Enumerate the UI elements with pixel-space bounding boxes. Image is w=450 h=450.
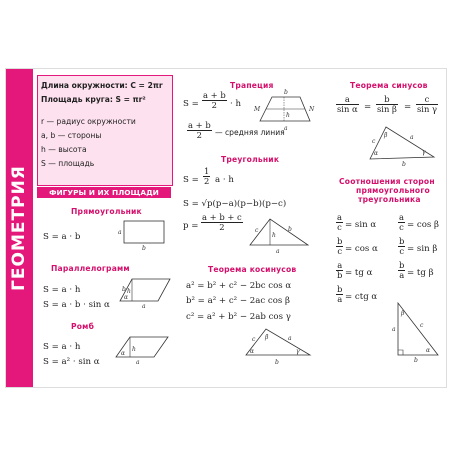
ratio-value: = tg α (345, 268, 373, 278)
sines-b-denominator: sin β (377, 104, 397, 114)
svg-text:α: α (250, 348, 255, 355)
trapezoid-s-prefix: S = (183, 99, 199, 109)
rectangle-figure (118, 219, 168, 252)
semiperimeter-fraction (201, 213, 243, 232)
svg-text:b: b (414, 357, 418, 364)
midline-numerator: a + b (188, 120, 211, 130)
svg-text:b: b (122, 286, 126, 293)
rhombus-formula-1: S = a · h (43, 342, 81, 352)
page-title: ГЕОМЕТРИЯ (9, 165, 29, 291)
midline-denominator: 2 (196, 130, 203, 140)
ratio-value: = sin β (407, 244, 438, 254)
ratio-numerator: a (337, 212, 342, 222)
ratio-fraction (336, 213, 343, 232)
semiperimeter-denominator: 2 (219, 222, 225, 232)
ratio-numerator: b (399, 236, 405, 246)
triangle-half-denominator: 2 (204, 176, 210, 186)
right-triangle-figure (392, 299, 442, 363)
ratio-denominator: c (337, 246, 343, 256)
formula-card (5, 68, 447, 388)
svg-text:h: h (272, 232, 276, 239)
triangle-heading: Треугольник (221, 155, 280, 164)
sines-c-denominator: sin γ (417, 104, 438, 114)
svg-text:c: c (255, 227, 259, 234)
legend-radius: r — радиус окружности (41, 117, 136, 126)
sines-b-numerator: b (376, 95, 398, 105)
legend-height: h — высота (41, 145, 87, 154)
sines-a-numerator: a (336, 95, 359, 105)
ratio-fraction (336, 261, 343, 280)
legend-area: S — площадь (41, 159, 95, 168)
cosines-heading: Теорема косинусов (208, 265, 297, 274)
circumference-formula: Длина окружности: C = 2πr (41, 81, 163, 90)
cosines-figure (242, 325, 314, 367)
parallelogram-formula-1: S = a · h (43, 285, 81, 295)
svg-text:a: a (136, 359, 140, 366)
cosines-formula-3: c² = a² + b² − 2ab cos γ (186, 312, 291, 322)
svg-text:a: a (276, 248, 280, 255)
ratio-numerator: b (399, 260, 405, 270)
ratio-value: = tg β (407, 268, 434, 278)
triangle-s1-prefix: S = (183, 175, 199, 185)
svg-text:γ: γ (422, 149, 426, 156)
heron-formula: S = √p(p−a)(p−b)(p−c) (183, 199, 287, 209)
svg-text:M: M (254, 106, 261, 113)
sines-fraction-b (376, 95, 398, 114)
circle-area-formula: Площадь круга: S = πr² (41, 95, 146, 104)
svg-text:α: α (124, 294, 129, 301)
svg-text:b: b (402, 161, 406, 168)
sines-fraction-c (416, 95, 438, 114)
sines-equals-1: = (364, 102, 372, 112)
sines-fraction-a (336, 95, 359, 114)
ratio-denominator: c (399, 246, 405, 256)
ratio-numerator: b (337, 236, 343, 246)
semiperimeter-numerator: a + b + c (202, 212, 242, 222)
ratio-denominator: a (337, 294, 343, 304)
rhombus-figure (114, 333, 172, 366)
svg-text:α: α (121, 350, 126, 357)
side-band (6, 69, 33, 387)
svg-text:b: b (284, 89, 288, 96)
rhombus-formula-2: S = a² · sin α (43, 357, 100, 367)
svg-text:a: a (288, 335, 292, 342)
svg-text:b: b (142, 245, 146, 252)
rectangle-heading: Прямоугольник (71, 207, 142, 216)
ratio-denominator: c (337, 222, 342, 232)
ratio-numerator: b (337, 284, 343, 294)
trapezoid-f1-denominator: 2 (211, 100, 218, 110)
triangle-half-fraction (203, 167, 210, 186)
ratio-value: = ctg α (345, 292, 378, 302)
right-triangle-heading-3: треугольника (358, 195, 421, 204)
ratio-value: = cos α (345, 244, 378, 254)
ratio-denominator: c (399, 222, 404, 232)
cosines-formula-1: a² = b² + c² − 2bc cos α (186, 281, 292, 291)
svg-text:β: β (401, 310, 405, 317)
triangle-half-numerator: 1 (204, 166, 210, 176)
svg-text:h: h (286, 112, 290, 119)
ratio-numerator: a (399, 212, 404, 222)
trapezoid-fraction-1 (202, 91, 227, 110)
svg-text:h: h (127, 288, 131, 295)
section-title: ФИГУРЫ И ИХ ПЛОЩАДИ (37, 187, 171, 198)
sines-c-numerator: c (416, 95, 438, 105)
svg-text:β: β (265, 334, 269, 341)
parallelogram-formula-2: S = a · b · sin α (43, 300, 110, 310)
svg-text:a: a (392, 326, 396, 333)
svg-text:h: h (132, 346, 136, 353)
ratio-fraction (398, 237, 405, 256)
svg-text:b: b (275, 359, 279, 366)
svg-text:α: α (374, 150, 379, 157)
ratio-denominator: b (337, 270, 343, 280)
ratio-value: = sin α (345, 220, 377, 230)
rectangle-formula: S = a · b (43, 232, 81, 242)
triangle-figure (246, 215, 312, 255)
trapezoid-heading: Трапеция (230, 81, 274, 90)
legend-sides: a, b — стороны (41, 131, 102, 140)
parallelogram-figure (118, 277, 173, 310)
svg-text:b: b (288, 226, 292, 233)
svg-text:N: N (309, 106, 315, 113)
svg-text:c: c (252, 336, 256, 343)
ratio-numerator: a (337, 260, 343, 270)
ratio-fraction (398, 213, 405, 232)
midline-text: — средняя линия (215, 128, 285, 137)
svg-text:a: a (284, 125, 288, 132)
ratio-fraction (336, 237, 343, 256)
right-triangle-heading-1: Соотношения сторон (339, 177, 435, 186)
right-triangle-heading-2: прямоугольного (356, 186, 430, 195)
sines-a-denominator: sin α (337, 104, 358, 114)
ratio-fraction (398, 261, 405, 280)
ratio-fraction (336, 285, 343, 304)
rhombus-heading: Ромб (71, 322, 95, 331)
svg-text:a: a (410, 134, 414, 141)
svg-text:c: c (372, 138, 376, 145)
trapezoid-f1-numerator: a + b (203, 90, 226, 100)
sines-heading: Теорема синусов (350, 81, 428, 90)
svg-text:α: α (426, 347, 431, 354)
svg-text:a: a (142, 303, 146, 310)
ratio-denominator: a (399, 270, 405, 280)
svg-text:β: β (384, 132, 388, 139)
midline-fraction (187, 121, 212, 140)
svg-text:c: c (420, 322, 424, 329)
semiperimeter-prefix: p = (183, 221, 199, 231)
parallelogram-heading: Параллелограмм (51, 264, 130, 273)
cosines-formula-2: b² = a² + c² − 2ac cos β (186, 296, 290, 306)
ratio-value: = cos β (407, 220, 440, 230)
trapezoid-figure (254, 91, 316, 133)
svg-text:γ: γ (296, 348, 300, 355)
trapezoid-f1-suffix: · h (230, 99, 241, 109)
triangle-s1-suffix: a · h (215, 175, 234, 185)
sines-equals-2: = (404, 102, 412, 112)
sines-figure (364, 123, 438, 167)
svg-text:a: a (118, 229, 122, 236)
